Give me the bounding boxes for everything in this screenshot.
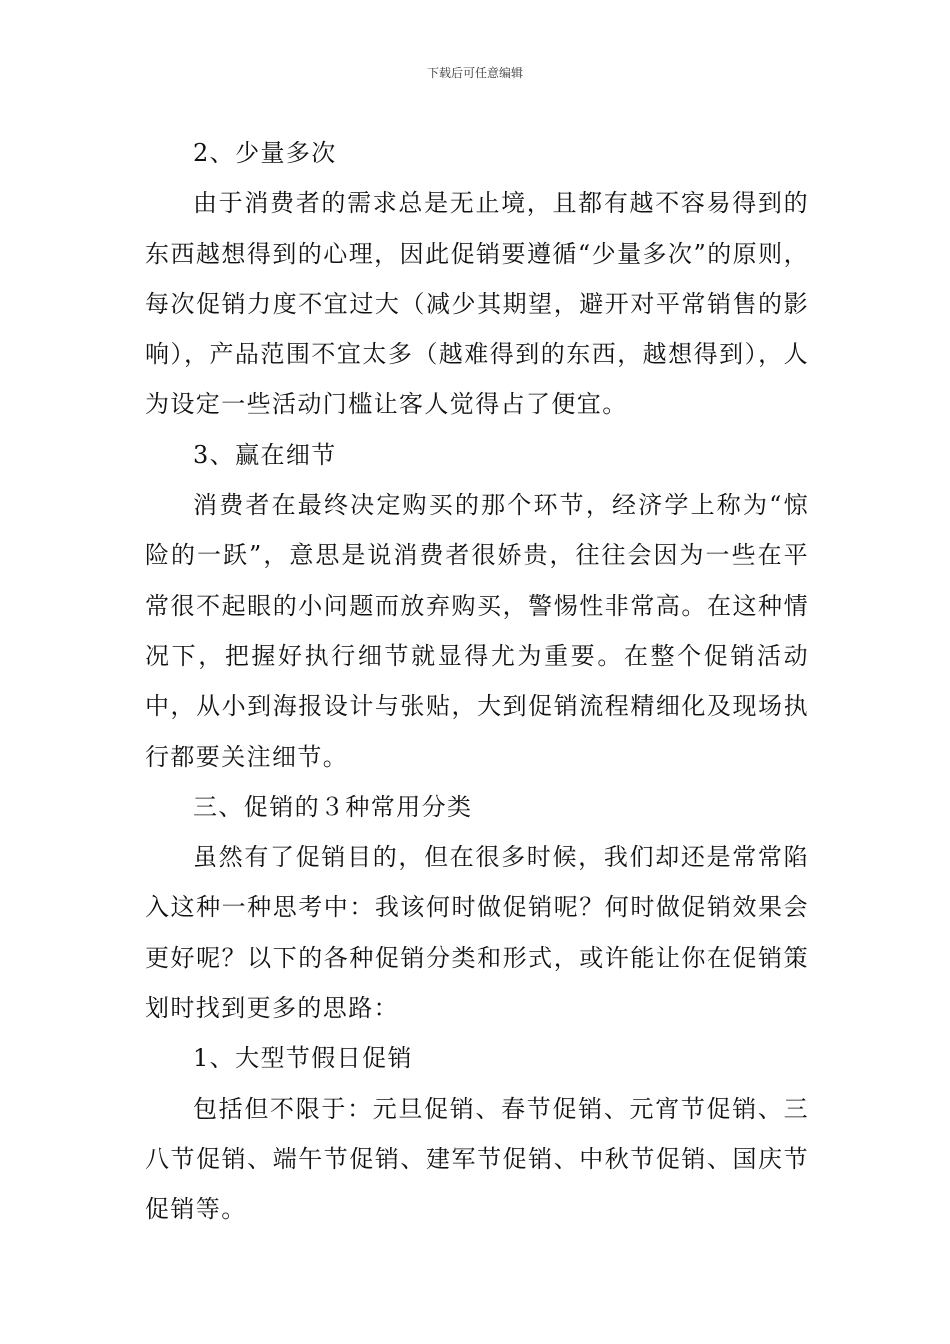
heading-holiday-promotion: 1、大型节假日促销 xyxy=(193,1044,413,1073)
paragraph-win-in-details: 消费者在最终决定购买的那个环节，经济学上称为“惊险的一跃”，意思是说消费者很娇贵，往往会因为一些在平常很不起眼的小问题而放弃购买，警惕性非常高。在这种情况下，把握好执行细节就显得尤为重要。在整个促销活动中，从小到海报设计与张贴，大到促销流程精细化及现场执行都要关注细节。 xyxy=(145,491,809,771)
heading-less-more-times: 2、少量多次 xyxy=(193,139,337,167)
page-header: 下载后可任意编辑 xyxy=(426,66,523,80)
paragraph-promotion-categories: 虽然有了促销目的，但在很多时候，我们却还是常常陷入这种一种思考中：我该何时做促销呢？何时做促销效果会更好呢？以下的各种促销分类和形式，或许能让你在促销策划时找到更多的思路： xyxy=(145,843,809,1023)
paragraph-holiday-promotion: 包括但不限于：元旦促销、春节促销、元宵节促销、三八节促销、端午节促销、建军节促销、中秋节促销、国庆节促销等。 xyxy=(145,1094,809,1224)
document-body xyxy=(145,128,809,1235)
section-heading-promotion-categories: 三、促销的３种常用分类 xyxy=(193,792,473,821)
paragraph-less-more-times: 由于消费者的需求总是无止境，且都有越不容易得到的东西越想得到的心理，因此促销要遵循“少量多次”的原则，每次促销力度不宜过大（减少其期望，避开对平常销售的影响），产品范围不宜太多（越难得到的东西，越想得到），人为设定一些活动门槛让客人觉得占了便宜。 xyxy=(145,189,809,419)
heading-win-in-details: 3、赢在细节 xyxy=(193,440,337,469)
